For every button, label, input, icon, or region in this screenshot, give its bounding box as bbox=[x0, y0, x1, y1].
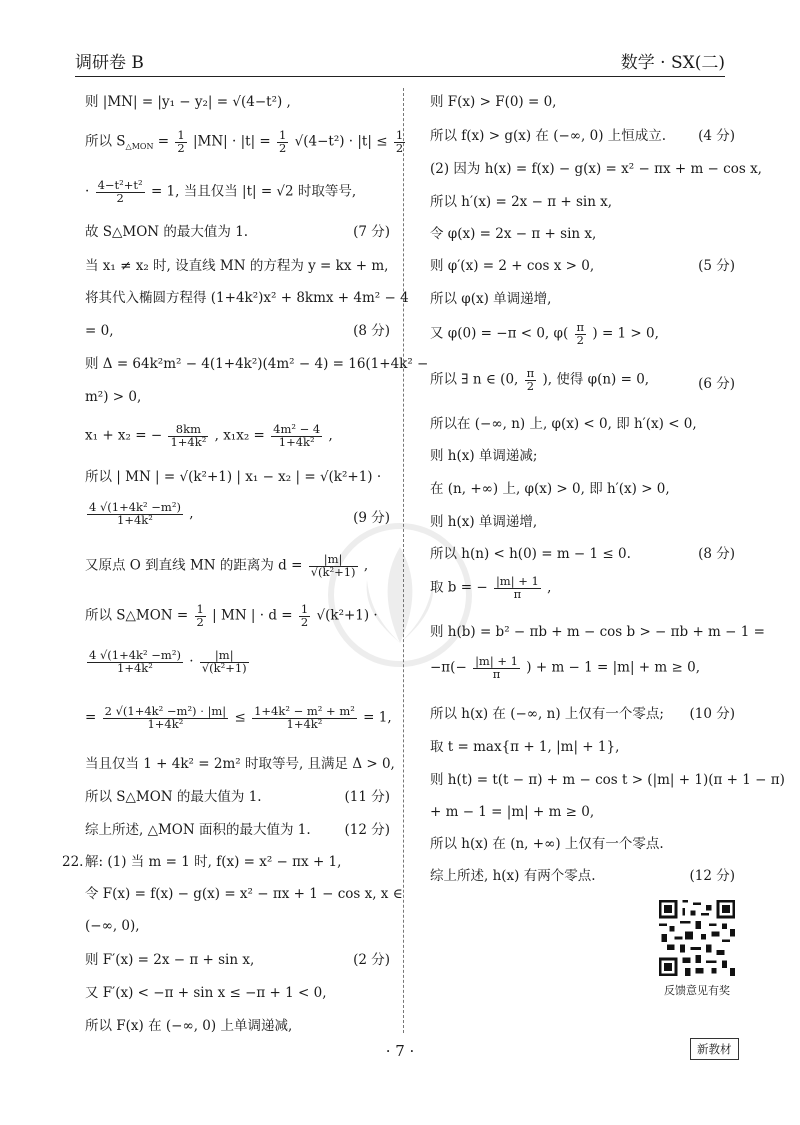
edition-badge: 新教材 bbox=[690, 1038, 739, 1060]
solution-line: 在 (n, +∞) 上, φ(x) > 0, 即 h′(x) > 0, bbox=[430, 481, 670, 497]
solution-line: 则 φ′(x) = 2 + cos x > 0, (5 分) bbox=[430, 258, 735, 274]
solution-line: 又 φ(0) = −π < 0, φ( $\frac{\pi}{2}$ ) = 1 > 0, bbox=[430, 320, 659, 347]
solution-line: 所以 $S_{\triangle MON}$ = $\frac{1}{2}$ |MN| · |t| = $\frac{1}{2}$ √(4−t²) · |t| ≤ $\frac{1}{2}$ bbox=[85, 128, 404, 155]
solution-line: 则 F(x) > F(0) = 0, bbox=[430, 94, 557, 110]
score-mark: (8 分) bbox=[698, 546, 735, 562]
solution-line: + m − 1 = |m| + m ≥ 0, bbox=[430, 804, 595, 820]
solution-line: 则 |MN| = |y₁ − y₂| = √(4−t²) , bbox=[85, 94, 291, 110]
solution-line: 所以 F(x) 在 (−∞, 0) 上单调递减, bbox=[85, 1018, 293, 1034]
score-mark: (9 分) bbox=[353, 510, 390, 526]
solution-line: 所以 ∃ n ∈ (0, $\frac{\pi}{2}$ ), 使得 φ(n) = 0, (6 分) bbox=[430, 366, 735, 393]
score-mark: (11 分) bbox=[344, 789, 390, 805]
score-mark: (5 分) bbox=[698, 258, 735, 274]
solution-line: 所以 φ(x) 单调递增, bbox=[430, 291, 552, 307]
solution-line: $\frac{\text{4 √(1+4k² −m²)}}{\text{1+4k²}}$ , (9 分) bbox=[89, 500, 390, 527]
solution-line: x₁ + x₂ = − $\frac{8km}{\text{1+4k²}}$ , x₁x₂ = $\frac{\text{4m² − 4}}{\text{1+4k²}}$ , bbox=[85, 422, 333, 449]
solution-line: m²) > 0, bbox=[85, 389, 142, 405]
solution-line: 所以 S△MON = $\frac{1}{2}$ | MN | · d = $\frac{1}{2}$ √(k²+1) · bbox=[85, 602, 378, 629]
solution-line: · $\frac{\text{4−t²+t²}}{2}$ = 1, 当且仅当 |t| = √2 时取等号, bbox=[85, 178, 357, 205]
solution-line: 则 h(t) = t(t − π) + m − cos t > (|m| + 1)(π + 1 − π) bbox=[430, 772, 785, 788]
page-header bbox=[75, 48, 725, 77]
solution-line: = 0, (8 分) bbox=[85, 323, 390, 339]
solution-line: 则 F′(x) = 2x − π + sin x, (2 分) bbox=[85, 952, 390, 968]
solution-line: 则 Δ = 64k²m² − 4(1+4k²)(4m² − 4) = 16(1+4k² − bbox=[85, 356, 429, 372]
question-number: 22. bbox=[62, 854, 84, 870]
solution-line: 又 F′(x) < −π + sin x ≤ −π + 1 < 0, bbox=[85, 985, 327, 1001]
solution-line: 综上所述, △MON 面积的最大值为 1. (12 分) bbox=[85, 822, 390, 838]
solution-line: 所以 h(n) < h(0) = m − 1 ≤ 0. (8 分) bbox=[430, 546, 735, 562]
score-mark: (6 分) bbox=[698, 376, 735, 392]
solution-line: = $\frac{\text{2 √(1+4k² −m²) · |m|}}{\text{1+4k²}}$ ≤ $\frac{\text{1+4k² − m² + m²}}{\text{1+4k²}}$ = 1, bbox=[85, 704, 392, 731]
solution-line: 当且仅当 1 + 4k² = 2m² 时取等号, 且满足 Δ > 0, bbox=[85, 756, 395, 772]
solution-line: 所以在 (−∞, n) 上, φ(x) < 0, 即 h′(x) < 0, bbox=[430, 416, 697, 432]
score-mark: (4 分) bbox=[698, 128, 735, 144]
solution-line: 所以 h(x) 在 (−∞, n) 上仅有一个零点; (10 分) bbox=[430, 706, 735, 722]
solution-line: 所以 h′(x) = 2x − π + sin x, bbox=[430, 194, 613, 210]
subject-label: 数学 · SX(二) bbox=[620, 53, 725, 73]
solution-line: 则 h(x) 单调递增, bbox=[430, 514, 538, 530]
solution-line: (−∞, 0), bbox=[85, 918, 140, 934]
score-mark: (12 分) bbox=[689, 868, 735, 884]
solution-line: 取 b = − $\frac{|m| + 1}{\pi}$ , bbox=[430, 574, 552, 601]
solution-line: (2) 因为 h(x) = f(x) − g(x) = x² − πx + m − cos x, bbox=[430, 161, 762, 177]
page-number: · 7 · bbox=[385, 1042, 415, 1060]
solution-line: 当 x₁ ≠ x₂ 时, 设直线 MN 的方程为 y = kx + m, bbox=[85, 258, 389, 274]
feedback-qr-code[interactable] bbox=[659, 900, 735, 976]
solution-line: 则 h(x) 单调递减; bbox=[430, 448, 538, 464]
solution-line: 所以 S△MON 的最大值为 1. (11 分) bbox=[85, 789, 390, 805]
qr-caption: 反馈意见有奖 bbox=[664, 984, 730, 997]
solution-line: 所以 f(x) > g(x) 在 (−∞, 0) 上恒成立. (4 分) bbox=[430, 128, 735, 144]
solution-line: 将其代入椭圆方程得 (1+4k²)x² + 8kmx + 4m² − 4 bbox=[85, 290, 409, 306]
solution-line: $\frac{\text{4 √(1+4k² −m²)}}{\text{1+4k²}}$ · $\frac{|m|}{\text{√(k²+1)}}$ bbox=[89, 648, 247, 675]
solution-line: 所以 | MN | = √(k²+1) | x₁ − x₂ | = √(k²+1) · bbox=[85, 469, 382, 485]
solution-line: 取 t = max{π + 1, |m| + 1}, bbox=[430, 739, 620, 755]
solution-line: 则 h(b) = b² − πb + m − cos b > − πb + m − 1 = bbox=[430, 624, 765, 640]
solution-line: 故 S△MON 的最大值为 1. (7 分) bbox=[85, 224, 390, 240]
score-mark: (10 分) bbox=[689, 706, 735, 722]
solution-line: 所以 h(x) 在 (n, +∞) 上仅有一个零点. bbox=[430, 836, 664, 852]
solution-line: 令 φ(x) = 2x − π + sin x, bbox=[430, 226, 597, 242]
solution-line: 22. 解: (1) 当 m = 1 时, f(x) = x² − πx + 1, bbox=[62, 854, 342, 870]
solution-line: 令 F(x) = f(x) − g(x) = x² − πx + 1 − cos x, x ∈ bbox=[85, 886, 403, 902]
score-mark: (2 分) bbox=[353, 952, 390, 968]
score-mark: (8 分) bbox=[353, 323, 390, 339]
solution-line: 又原点 O 到直线 MN 的距离为 d = $\frac{|m|}{\text{√(k²+1)}}$ , bbox=[85, 552, 369, 579]
solution-line: −π(− $\frac{|m| + 1}{\pi}$ ) + m − 1 = |m| + m ≥ 0, bbox=[430, 654, 700, 681]
exam-title: 调研卷 B bbox=[75, 53, 144, 73]
score-mark: (12 分) bbox=[344, 822, 390, 838]
score-mark: (7 分) bbox=[353, 224, 390, 240]
solution-line: 综上所述, h(x) 有两个零点. (12 分) bbox=[430, 868, 735, 884]
